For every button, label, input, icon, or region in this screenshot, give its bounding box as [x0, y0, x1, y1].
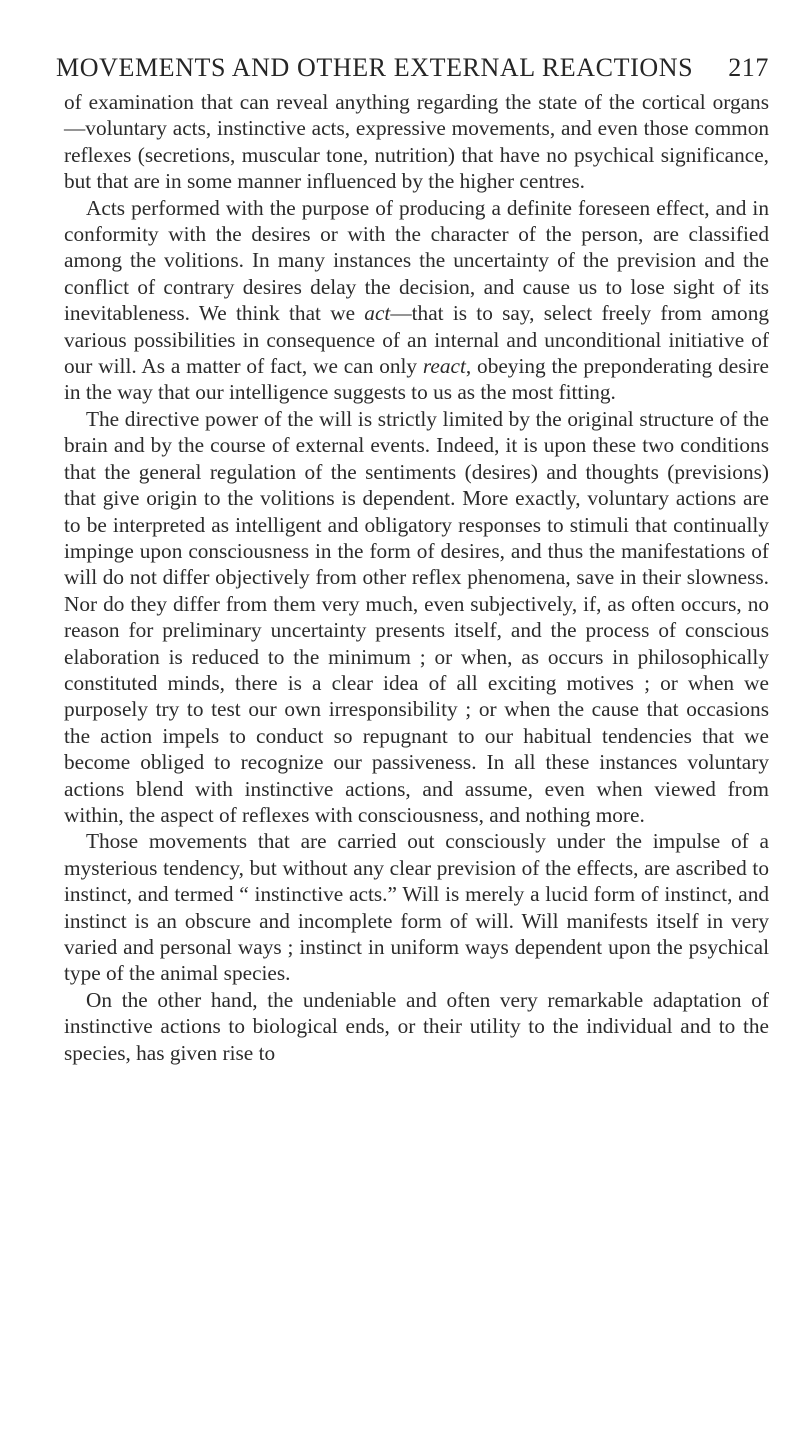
paragraph-text: , obeying the preponderating desire in the way that our intelligence suggests to us as the most fitting.	[64, 354, 769, 405]
paragraph	[64, 828, 769, 986]
paragraph	[64, 987, 769, 1066]
italic-word-react: react	[422, 354, 466, 379]
running-header	[56, 50, 769, 86]
paragraph	[64, 89, 769, 195]
paragraph	[64, 195, 769, 406]
page-number: 217	[728, 53, 769, 82]
paragraph-text: The directive power of the will is strictly limited by the original structure of the brain and by the course of external events. Indeed, it is upon these two conditions that the general regulation of the sentiments (desires) and thoughts (previsions) that give origin to the volitions is dependent. More exactly, voluntary actions are to be interpreted as intelligent and obligatory responses to stimuli that continually impinge upon consciousness in the form of desires, and thus the manifestations of will do not differ objectively from other reflex phenomena, save in their slowness. Nor do they differ from them very much, even subjectively, if, as often occurs, no reason for preliminary uncertainty presents itself, and the process of conscious elaboration is reduced to the minimum ; or when, as occurs in philosophically constituted minds, there is a clear idea of all exciting motives ; or when we purposely try to test our own irresponsibility ; or when the cause that occasions the action impels to conduct so repugnant to our habitual tendencies that we become obliged to recognize our passiveness. In all these instances voluntary actions blend with instinctive actions, and assume, even when viewed from within, the aspect of reflexes with consciousness, and nothing more.	[64, 406, 769, 827]
italic-word-act: act	[364, 301, 391, 326]
paragraph-text: Acts performed with the purpose of producing a definite foreseen effect, and in conformity with the desires or with the character of the person, are classified among the volitions. In many instances the uncertainty of the prevision and the conflict of contrary desires delay the decision, and cause us to lose sight of its inevitableness. We think that we	[64, 195, 769, 326]
paragraph-text: Those movements that are carried out consciously under the impulse of a mysterious tendency, but without any clear prevision of the effects, are ascribed to instinct, and termed “ instinctive acts.” Will is merely a lucid form of instinct, and instinct is an obscure and incomplete form of will. Will manifests itself in very varied and personal ways ; instinct in uniform ways dependent upon the psychical type of the animal species.	[64, 829, 769, 986]
running-head-title: MOVEMENTS AND OTHER EXTERNAL REACTIONS	[56, 53, 694, 82]
book-page	[56, 50, 769, 1066]
paragraph-text: of examination that can reveal anything regarding the state of the cortical organs—voluntary acts, instinctive acts, expressive movements, and even those common reflexes (secretions, muscular tone, nutrition) that have no psychical significance, but that are in some manner influenced by the higher centres.	[64, 90, 769, 194]
paragraph-text: On the other hand, the undeniable and often very remarkable adaptation of instinctive actions to biological ends, or their utility to the individual and to the species, has given rise to	[64, 987, 769, 1065]
paragraph	[64, 406, 769, 829]
body-text	[64, 89, 769, 1066]
paragraph-text: —that is to say, select freely from among various possibilities in consequence of an internal and unconditional initiative of our will. As a matter of fact, we can only	[64, 301, 769, 379]
